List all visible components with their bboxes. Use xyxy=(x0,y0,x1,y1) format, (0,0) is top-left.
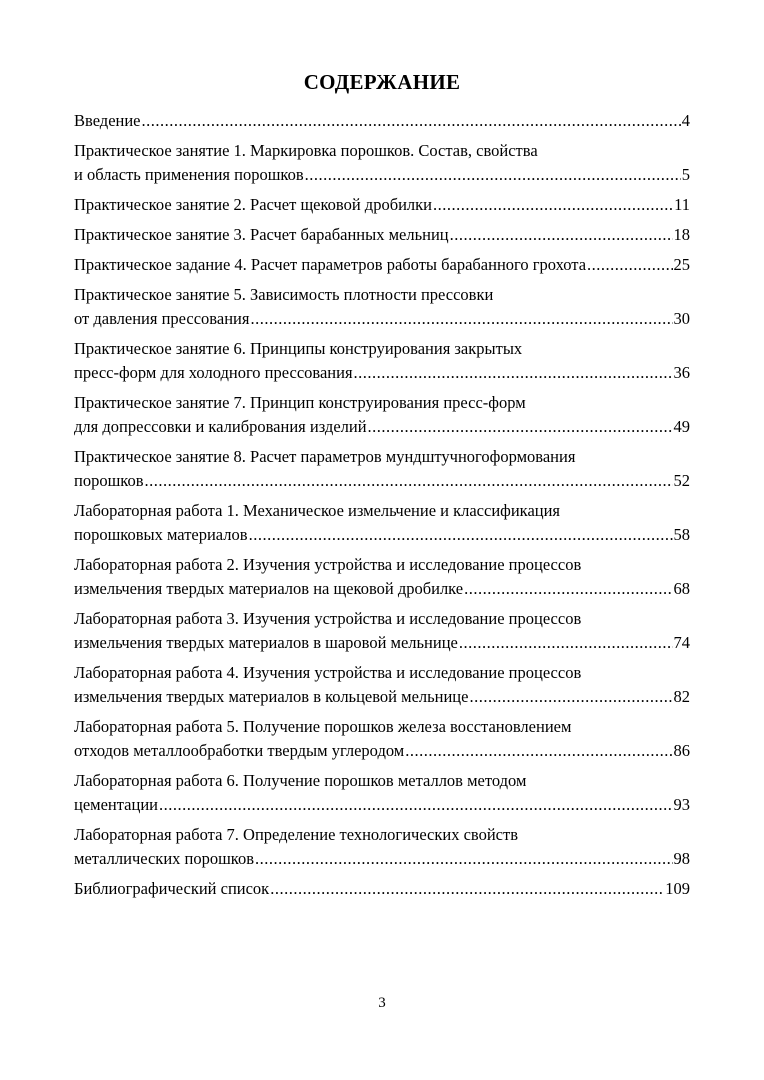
toc-entry-page-number: 30 xyxy=(673,309,690,328)
toc-entry-last-line xyxy=(74,685,690,709)
dot-leader xyxy=(433,193,673,217)
dot-leader xyxy=(249,523,673,547)
toc-entry-title-line: Лабораторная работа 7. Определение технологических свойств xyxy=(74,825,519,844)
page-number: 3 xyxy=(378,995,386,1011)
toc-entry[interactable] xyxy=(74,337,690,385)
toc-entry-last-line xyxy=(74,523,690,547)
toc-entry-title: Практическое занятие 2. Расчет щековой дробилки xyxy=(74,195,433,214)
toc-entry-last-line xyxy=(74,223,690,247)
toc-entry-page-number: 93 xyxy=(673,795,690,814)
toc-entry-title: металлических порошков xyxy=(74,849,255,868)
toc-title: СОДЕРЖАНИЕ xyxy=(303,70,461,94)
toc-entry-last-line xyxy=(74,793,690,817)
toc-entry[interactable] xyxy=(74,769,690,817)
toc-entry-last-line xyxy=(74,631,690,655)
dot-leader xyxy=(405,739,672,763)
toc-entry-last-line xyxy=(74,415,690,439)
toc-entry[interactable] xyxy=(74,139,690,187)
toc-entry-last-line xyxy=(74,163,690,187)
toc-entry[interactable] xyxy=(74,823,690,871)
toc-entry-title-line: Практическое занятие 5. Зависимость плотности прессовки xyxy=(74,285,494,304)
toc-entry-page-number: 82 xyxy=(673,687,690,706)
toc-entry[interactable] xyxy=(74,661,690,709)
toc-entry-page-number: 5 xyxy=(681,165,690,184)
toc-entry-last-line xyxy=(74,739,690,763)
toc-entry-last-line xyxy=(74,469,690,493)
toc-entry[interactable] xyxy=(74,391,690,439)
dot-leader xyxy=(250,307,672,331)
toc-entry-last-line xyxy=(74,109,690,133)
toc-entry-title-line: Лабораторная работа 3. Изучения устройства и исследование процессов xyxy=(74,609,582,628)
dot-leader xyxy=(450,223,673,247)
toc-entry-page-number: 4 xyxy=(681,111,690,130)
dot-leader xyxy=(159,793,673,817)
dot-leader xyxy=(145,469,673,493)
toc-entry[interactable] xyxy=(74,109,690,133)
toc-entry-title-line: Лабораторная работа 4. Изучения устройства и исследование процессов xyxy=(74,663,582,682)
toc-entry[interactable] xyxy=(74,553,690,601)
toc-entry[interactable] xyxy=(74,607,690,655)
toc-entry-title: порошков xyxy=(74,471,144,490)
toc-entry[interactable] xyxy=(74,223,690,247)
toc-entry-page-number: 49 xyxy=(673,417,690,436)
toc-entry-page-number: 52 xyxy=(673,471,690,490)
toc-entry-title: измельчения твердых материалов в кольцевой мельнице xyxy=(74,687,469,706)
toc-entry-page-number: 68 xyxy=(673,579,690,598)
toc-entry-title: пресс-форм для холодного прессования xyxy=(74,363,353,382)
toc-entry[interactable] xyxy=(74,193,690,217)
toc-entry-last-line xyxy=(74,307,690,331)
dot-leader xyxy=(305,163,681,187)
toc-entry-last-line xyxy=(74,847,690,871)
toc-entry-title: Библиографический список xyxy=(74,879,270,898)
toc-entry-last-line xyxy=(74,877,690,901)
toc-entry-title: Практическое занятие 3. Расчет барабанных мельниц xyxy=(74,225,449,244)
dot-leader xyxy=(354,361,673,385)
dot-leader xyxy=(270,877,664,901)
toc-entry-title-line: Лабораторная работа 2. Изучения устройства и исследование процессов xyxy=(74,555,582,574)
toc-entry-last-line xyxy=(74,577,690,601)
dot-leader xyxy=(469,685,672,709)
toc-entry-title-line: Практическое занятие 6. Принципы конструирования закрытых xyxy=(74,339,523,358)
table-of-contents xyxy=(74,109,690,907)
toc-entry-title: цементации xyxy=(74,795,158,814)
dot-leader xyxy=(587,253,672,277)
toc-entry[interactable] xyxy=(74,877,690,901)
toc-entry-title: от давления прессования xyxy=(74,309,250,328)
toc-entry-last-line xyxy=(74,253,690,277)
toc-entry-title-line: Практическое занятие 1. Маркировка порошков. Состав, свойства xyxy=(74,141,538,160)
toc-entry-title: Практическое задание 4. Расчет параметров работы барабанного грохота xyxy=(74,255,587,274)
dot-leader xyxy=(368,415,673,439)
toc-entry-title: Введение xyxy=(74,111,141,130)
toc-entry-title: измельчения твердых материалов в шаровой мельнице xyxy=(74,633,458,652)
toc-entry-title: измельчения твердых материалов на щековой дробилке xyxy=(74,579,464,598)
toc-entry-page-number: 25 xyxy=(673,255,690,274)
toc-entry-page-number: 86 xyxy=(673,741,690,760)
toc-entry-page-number: 58 xyxy=(673,525,690,544)
toc-entry-title-line: Лабораторная работа 6. Получение порошков металлов методом xyxy=(74,771,527,790)
toc-entry[interactable] xyxy=(74,499,690,547)
toc-entry-page-number: 18 xyxy=(673,225,690,244)
toc-entry-title: для допрессовки и калибрования изделий xyxy=(74,417,367,436)
toc-entry[interactable] xyxy=(74,253,690,277)
toc-entry[interactable] xyxy=(74,715,690,763)
toc-entry[interactable] xyxy=(74,283,690,331)
toc-entry-title: отходов металлообработки твердым углеродом xyxy=(74,741,405,760)
toc-entry-page-number: 98 xyxy=(673,849,690,868)
toc-entry-title-line: Практическое занятие 8. Расчет параметров мундштучногоформования xyxy=(74,447,576,466)
dot-leader xyxy=(464,577,672,601)
toc-entry-last-line xyxy=(74,193,690,217)
dot-leader xyxy=(459,631,673,655)
toc-entry-page-number: 11 xyxy=(674,195,690,214)
toc-entry[interactable] xyxy=(74,445,690,493)
dot-leader xyxy=(255,847,672,871)
toc-entry-last-line xyxy=(74,361,690,385)
dot-leader xyxy=(142,109,681,133)
toc-entry-title: порошковых материалов xyxy=(74,525,248,544)
toc-entry-page-number: 74 xyxy=(673,633,690,652)
toc-entry-title-line: Практическое занятие 7. Принцип конструирования пресс-форм xyxy=(74,393,526,412)
toc-entry-page-number: 109 xyxy=(665,879,690,898)
toc-entry-page-number: 36 xyxy=(673,363,690,382)
toc-entry-title-line: Лабораторная работа 1. Механическое измельчение и классификация xyxy=(74,501,561,520)
toc-entry-title-line: Лабораторная работа 5. Получение порошков железа восстановлением xyxy=(74,717,572,736)
toc-entry-title: и область применения порошков xyxy=(74,165,304,184)
